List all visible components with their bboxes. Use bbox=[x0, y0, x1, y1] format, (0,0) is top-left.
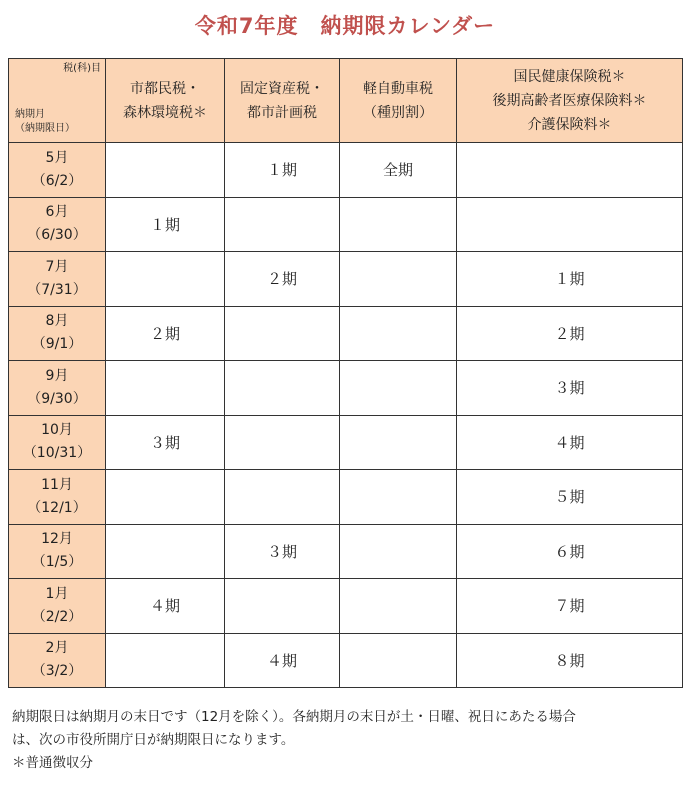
table-cell bbox=[225, 197, 340, 252]
month-label: 10月 bbox=[41, 422, 73, 439]
table-row bbox=[9, 470, 683, 525]
deadline-date: （10/31） bbox=[22, 445, 92, 462]
table-cell: ４期 bbox=[225, 633, 340, 688]
table-cell bbox=[106, 524, 225, 579]
deadline-date: （6/30） bbox=[27, 227, 87, 244]
table-cell: ３期 bbox=[457, 361, 683, 416]
table-cell: ２期 bbox=[225, 252, 340, 307]
column-header-line: 後期高齢者医療保険料＊ bbox=[492, 92, 647, 109]
deadline-date: （12/1） bbox=[27, 499, 87, 516]
table-cell: １期 bbox=[457, 252, 683, 307]
deadline-date: （1/5） bbox=[31, 554, 83, 571]
corner-month-labels bbox=[15, 108, 75, 136]
table-cell bbox=[106, 361, 225, 416]
row-header-month bbox=[9, 306, 106, 361]
table-cell bbox=[106, 470, 225, 525]
table-cell bbox=[340, 524, 457, 579]
row-header-month bbox=[9, 361, 106, 416]
footnote-line: は、次の市役所開庁日が納期限日になります。 bbox=[12, 732, 295, 748]
deadline-date: （7/31） bbox=[27, 281, 87, 298]
table-cell bbox=[340, 197, 457, 252]
table-row bbox=[9, 579, 683, 634]
table-row bbox=[9, 252, 683, 307]
column-header-line: 森林環境税＊ bbox=[123, 104, 207, 121]
table-cell: ８期 bbox=[457, 633, 683, 688]
column-header-line: 軽自動車税 bbox=[363, 80, 433, 97]
table-cell: ４期 bbox=[457, 415, 683, 470]
table-cell bbox=[225, 361, 340, 416]
table-cell bbox=[225, 306, 340, 361]
header-row bbox=[9, 59, 683, 143]
deadline-date: （6/2） bbox=[31, 172, 83, 189]
table-cell bbox=[225, 579, 340, 634]
month-label: 9月 bbox=[45, 367, 69, 384]
month-label: 8月 bbox=[45, 313, 69, 330]
corner-month-label: 納期月 bbox=[15, 109, 45, 120]
column-header-health-insurance bbox=[457, 59, 683, 143]
month-label: 7月 bbox=[45, 258, 69, 275]
table-row bbox=[9, 197, 683, 252]
deadline-date: （9/1） bbox=[31, 336, 83, 353]
table-cell bbox=[225, 470, 340, 525]
table-cell bbox=[225, 415, 340, 470]
footnote-asterisk-note: ＊普通徴収分 bbox=[12, 755, 93, 771]
table-cell bbox=[340, 470, 457, 525]
deadline-date: （3/2） bbox=[31, 663, 83, 680]
table-cell: １期 bbox=[106, 197, 225, 252]
row-header-month bbox=[9, 415, 106, 470]
table-cell bbox=[106, 633, 225, 688]
table-row bbox=[9, 306, 683, 361]
column-header-property-tax bbox=[225, 59, 340, 143]
table-cell: ５期 bbox=[457, 470, 683, 525]
table-cell: ３期 bbox=[106, 415, 225, 470]
row-header-month bbox=[9, 252, 106, 307]
tax-calendar-table bbox=[8, 58, 683, 688]
corner-tax-label: 税(科)目 bbox=[63, 63, 101, 74]
table-cell: ３期 bbox=[225, 524, 340, 579]
table-cell bbox=[106, 143, 225, 198]
column-header-light-vehicle-tax bbox=[340, 59, 457, 143]
table-cell bbox=[340, 579, 457, 634]
table-row bbox=[9, 361, 683, 416]
footnote-line: 納期限日は納期月の末日です（12月を除く）。各納期月の末日が土・日曜、祝日にあたる場合 bbox=[12, 709, 576, 725]
table-cell: 全期 bbox=[340, 143, 457, 198]
column-header-line: （種別割） bbox=[363, 104, 433, 121]
table-row bbox=[9, 633, 683, 688]
table-cell: ２期 bbox=[106, 306, 225, 361]
footnote bbox=[12, 706, 682, 775]
table-cell bbox=[457, 197, 683, 252]
deadline-date: （2/2） bbox=[31, 608, 83, 625]
table-row bbox=[9, 524, 683, 579]
table-cell bbox=[457, 143, 683, 198]
row-header-month bbox=[9, 143, 106, 198]
table-cell: １期 bbox=[225, 143, 340, 198]
table-cell bbox=[340, 633, 457, 688]
row-header-month bbox=[9, 579, 106, 634]
deadline-date: （9/30） bbox=[27, 390, 87, 407]
column-header-line: 国民健康保険税＊ bbox=[513, 68, 626, 85]
table-cell bbox=[340, 306, 457, 361]
table-row bbox=[9, 143, 683, 198]
corner-header-cell bbox=[9, 59, 106, 143]
table-row bbox=[9, 415, 683, 470]
table-cell: ７期 bbox=[457, 579, 683, 634]
month-label: 6月 bbox=[45, 204, 69, 221]
column-header-line: 市都民税・ bbox=[130, 80, 200, 97]
month-label: 12月 bbox=[41, 531, 73, 548]
column-header-line: 固定資産税・ bbox=[240, 80, 324, 97]
month-label: 2月 bbox=[45, 640, 69, 657]
table-cell: ２期 bbox=[457, 306, 683, 361]
row-header-month bbox=[9, 633, 106, 688]
column-header-line: 介護保険料＊ bbox=[527, 116, 612, 133]
corner-deadline-label: （納期限日） bbox=[15, 123, 75, 134]
table-cell: ６期 bbox=[457, 524, 683, 579]
row-header-month bbox=[9, 524, 106, 579]
month-label: 5月 bbox=[45, 149, 69, 166]
page-title: 令和7年度 納期限カレンダー bbox=[194, 14, 496, 38]
column-header-line: 都市計画税 bbox=[247, 104, 317, 121]
table-cell bbox=[340, 415, 457, 470]
row-header-month bbox=[9, 197, 106, 252]
table-cell bbox=[106, 252, 225, 307]
row-header-month bbox=[9, 470, 106, 525]
table-cell: ４期 bbox=[106, 579, 225, 634]
month-label: 11月 bbox=[41, 476, 73, 493]
table-cell bbox=[340, 252, 457, 307]
month-label: 1月 bbox=[45, 585, 69, 602]
table-cell bbox=[340, 361, 457, 416]
column-header-municipal-tax bbox=[106, 59, 225, 143]
